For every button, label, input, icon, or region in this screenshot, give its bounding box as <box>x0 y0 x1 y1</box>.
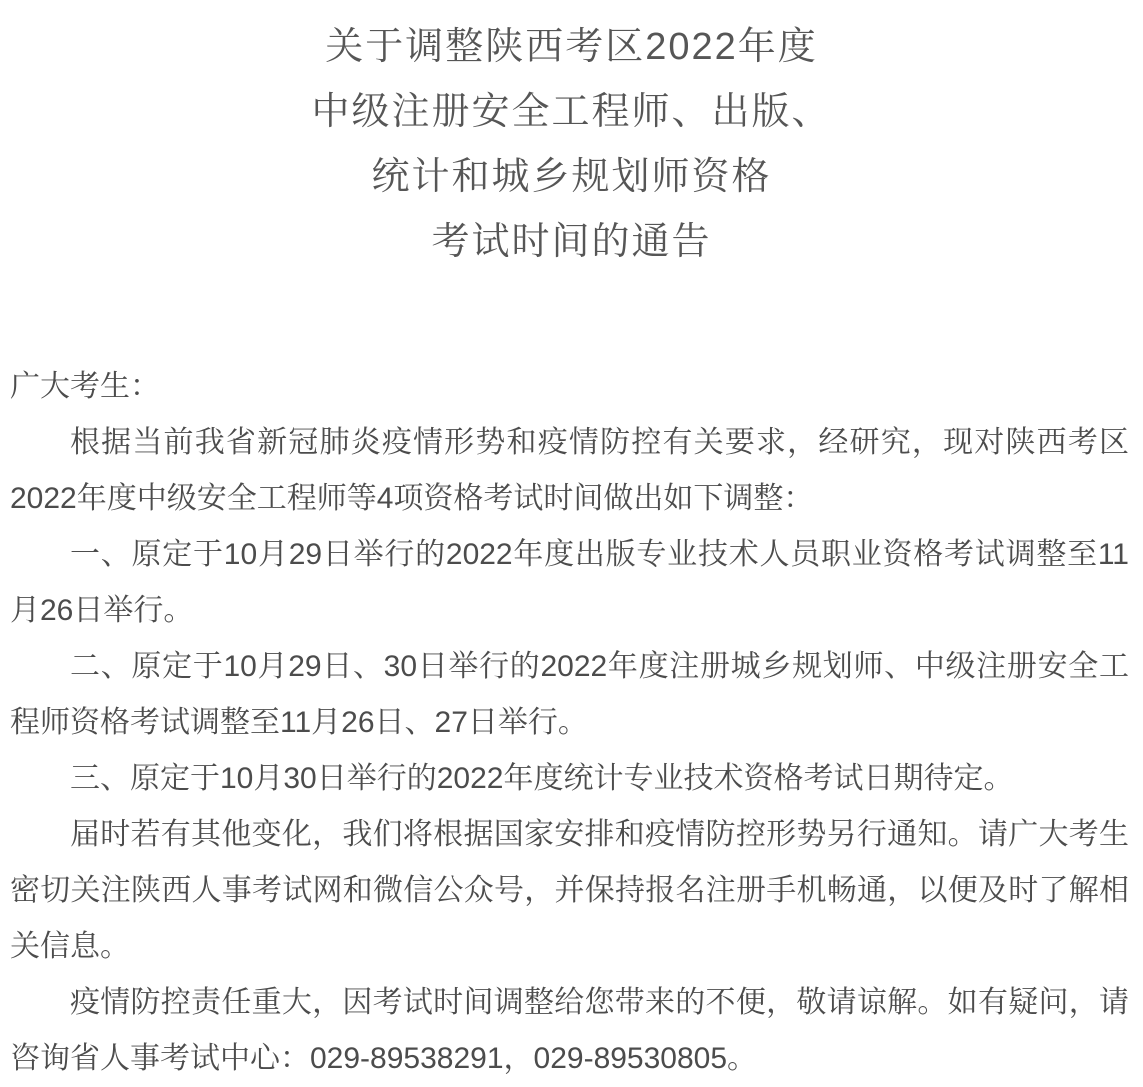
notice-title <box>0 0 1143 275</box>
paragraph-item-2: 二、原定于10月29日、30日举行的2022年度注册城乡规划师、中级注册安全工程师资格考试调整至11月26日、27日举行。 <box>10 650 1129 739</box>
title-line-4: 考试时间的通告 <box>431 221 712 263</box>
notice-body <box>0 359 1143 1087</box>
paragraph-item-3: 三、原定于10月30日举行的2022年度统计专业技术资格考试日期待定。 <box>70 762 1014 795</box>
paragraph-intro: 根据当前我省新冠肺炎疫情形势和疫情防控有关要求，经研究，现对陕西考区2022年度中级安全工程师等4项资格考试时间做出如下调整： <box>10 426 1129 515</box>
title-line-1: 关于调整陕西考区2022年度 <box>325 26 818 68</box>
paragraph-apology-contact: 疫情防控责任重大，因考试时间调整给您带来的不便，敬请谅解。如有疑问，请咨询省人事考试中心：029-89538291，029-89530805。 <box>10 986 1129 1075</box>
salutation: 广大考生： <box>10 370 160 403</box>
title-line-3: 统计和城乡规划师资格 <box>371 156 772 198</box>
title-line-2: 中级注册安全工程师、出版、 <box>311 91 832 133</box>
paragraph-item-1: 一、原定于10月29日举行的2022年度出版专业技术人员职业资格考试调整至11月26日举行。 <box>10 538 1129 627</box>
paragraph-followup-notice: 届时若有其他变化，我们将根据国家安排和疫情防控形势另行通知。请广大考生密切关注陕西人事考试网和微信公众号，并保持报名注册手机畅通，以便及时了解相关信息。 <box>10 818 1129 963</box>
